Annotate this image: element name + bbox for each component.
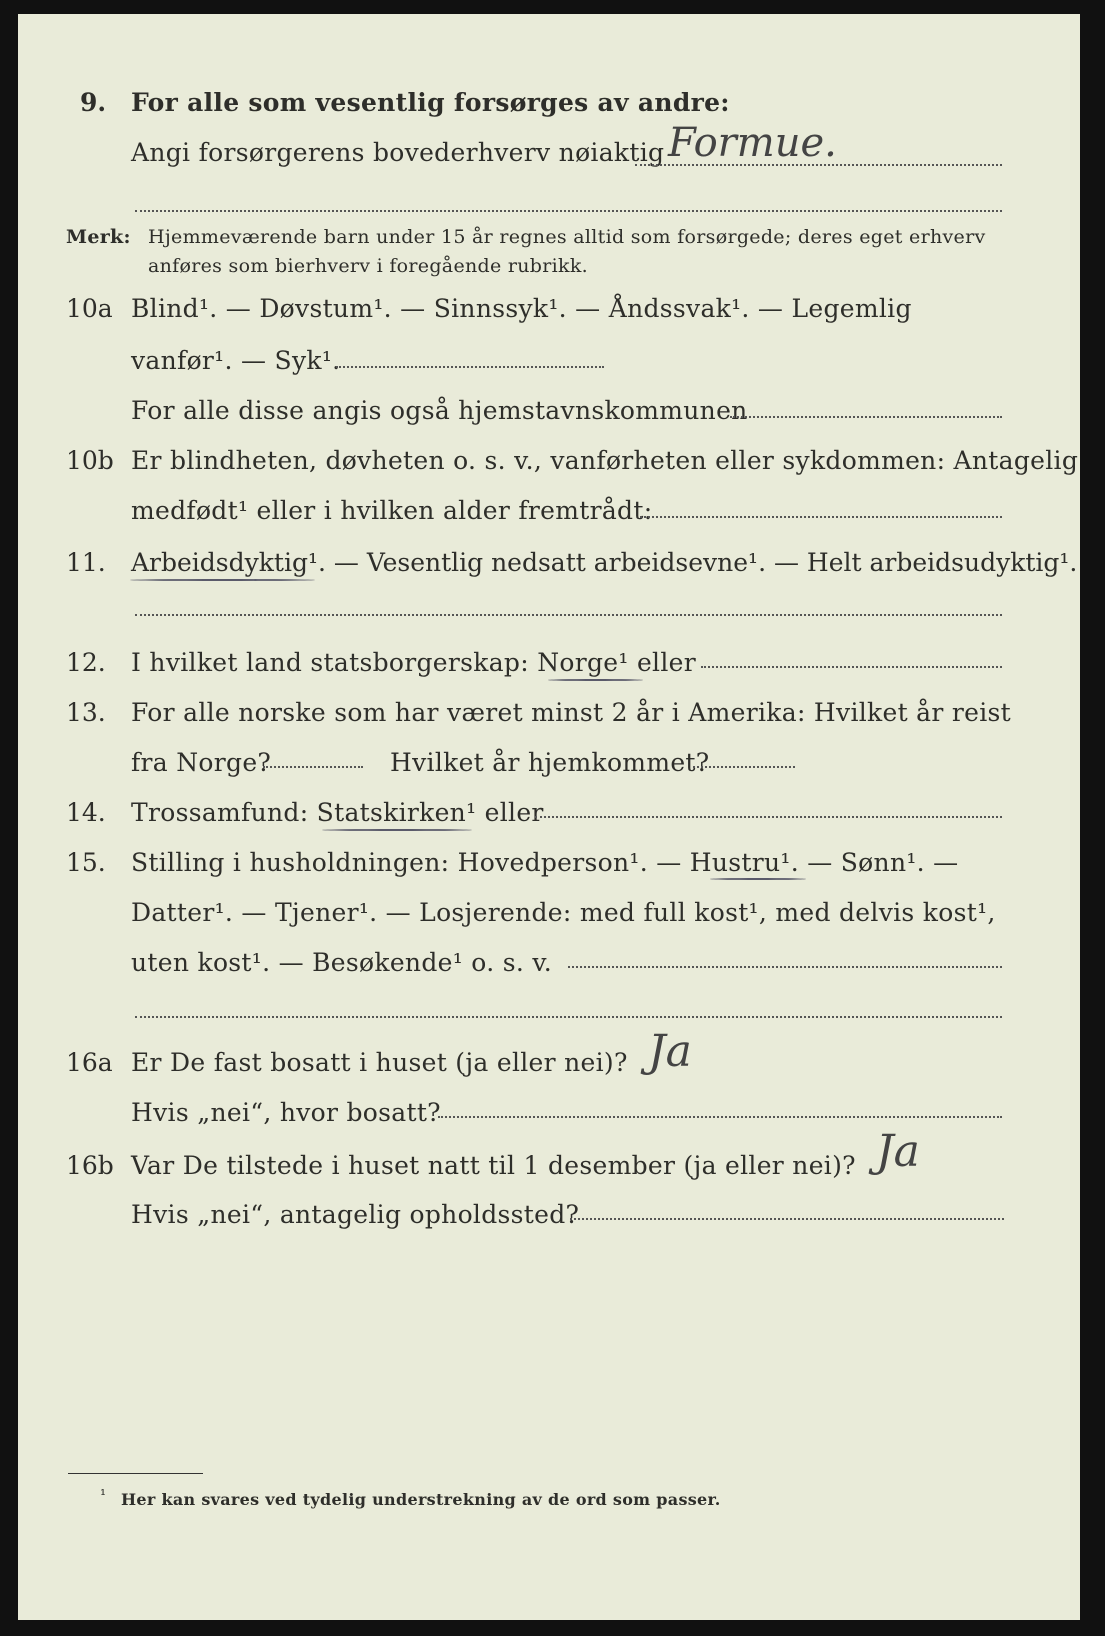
q12-number: 12. [66,648,106,677]
q15-extra-line [135,1016,1002,1018]
q16b-line2: Hvis „nei“, antagelig opholdssted? [131,1200,580,1229]
census-form-page [18,14,1080,1620]
q11-arbeidsdyktig-underline [130,579,315,581]
q15-line2: Datter¹. — Tjener¹. — Losjerende: med full kost¹, med delvis kost¹, [131,898,996,927]
q14-answer-line [535,816,1002,818]
q15-number: 15. [66,848,106,877]
q11-extra-line [135,614,1002,616]
q10b-line2: medfødt¹ eller i hvilken alder fremtrådt: [131,496,653,525]
q16b-answer-line [570,1218,1004,1220]
q13-line2b: Hvilket år hjemkommet? [390,748,710,777]
q13-line1: For alle norske som har været minst 2 år i Amerika: Hvilket år reist [131,698,1012,727]
q10b-answer-line [640,516,1002,518]
footnote-mark: ¹ [100,1486,107,1504]
q9-line2: Angi forsørgerens bovederhverv nøiaktig [131,138,665,167]
merk-line1: Hjemmeværende barn under 15 år regnes alltid som forsørgede; deres eget erhverv [148,226,986,248]
q10a-answer-line [336,366,604,368]
q15-hustru-underline [710,878,806,880]
q9-extra-line [135,210,1002,212]
q11-number: 11. [66,548,106,577]
q16a-handwritten-answer: Ja [648,1026,692,1077]
q11-line1: Arbeidsdyktig¹. — Vesentlig nedsatt arbeidsevne¹. — Helt arbeidsudyktig¹. [131,548,1078,577]
q13-reist-line [263,766,363,768]
q15-line3: uten kost¹. — Besøkende¹ o. s. v. [131,948,553,977]
q10a-number: 10a [66,294,113,323]
footnote-rule [68,1473,203,1474]
merk-line2: anføres som bierhverv i foregående rubrikk. [148,255,588,277]
q16a-answer-line [438,1116,1002,1118]
q12-line1: I hvilket land statsborgerskap: Norge¹ eller [131,648,696,677]
q10a-line1: Blind¹. — Døvstum¹. — Sinnssyk¹. — Åndssvak¹. — Legemlig [131,294,912,323]
q16b-number: 16b [66,1151,114,1180]
q10a-line2: vanfør¹. — Syk¹. [131,346,341,375]
q16a-line1: Er De fast bosatt i huset (ja eller nei)? [131,1048,628,1077]
q13-number: 13. [66,698,106,727]
footnote-text: Her kan svares ved tydelig understrekning av de ord som passer. [121,1490,721,1509]
q10a-line3: For alle disse angis også hjemstavnskommunen [131,396,748,425]
q12-norge-underline [548,679,643,681]
q14-line1: Trossamfund: Statskirken¹ eller [131,798,544,827]
q16a-number: 16a [66,1048,113,1077]
q10a-hjemstavn-line [730,416,1002,418]
q15-answer-line [568,966,1002,968]
q10b-number: 10b [66,446,114,475]
q16a-line2: Hvis „nei“, hvor bosatt? [131,1098,441,1127]
q16b-line1: Var De tilstede i huset natt til 1 desember (ja eller nei)? [131,1151,856,1180]
merk-label: Merk: [66,226,131,248]
q9-line1: For alle som vesentlig forsørges av andre: [131,88,730,117]
q13-line2a: fra Norge? [131,748,272,777]
q14-statskirken-underline [322,829,472,831]
q13-hjemkommet-line [693,766,795,768]
q15-line1: Stilling i husholdningen: Hovedperson¹. — Hustru¹. — Sønn¹. — [131,848,959,877]
q10b-line1: Er blindheten, døvheten o. s. v., vanførheten eller sykdommen: Antagelig [131,446,1079,475]
q9-handwritten-answer: Formue. [668,120,837,166]
q12-answer-line [701,666,1002,668]
q16b-handwritten-answer: Ja [876,1126,920,1177]
q9-number: 9. [80,88,107,117]
q14-number: 14. [66,798,106,827]
q9-answer-line [635,164,1002,166]
